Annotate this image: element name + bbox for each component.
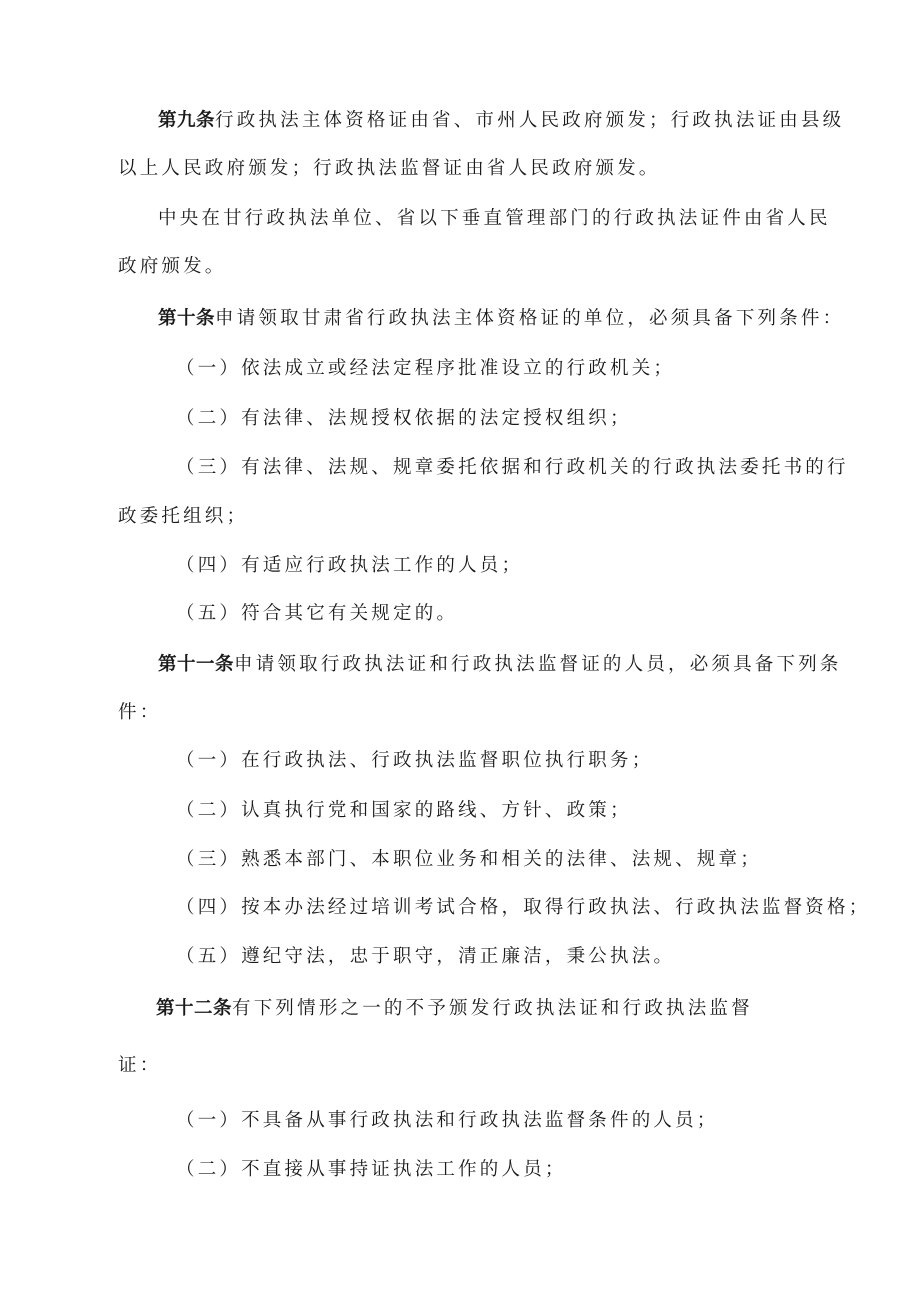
article-11-title: 第十一条 [158, 654, 235, 675]
article-12-intro-text: 有下列情形之一的不予颁发行政执法证和行政执法监督 [232, 998, 753, 1019]
article-9-text: 行政执法主体资格证由省、市州人民政府颁发；行政执法证由县级 [215, 110, 845, 131]
article-12-intro-line-2: 证： [118, 1055, 162, 1076]
article-11-item-3: （三）熟悉本部门、本职位业务和相关的法律、法规、规章； [176, 849, 762, 870]
article-10-title: 第十条 [158, 308, 216, 329]
article-9-para2-line-1: 中央在甘行政执法单位、省以下垂直管理部门的行政执法证件由省人民 [158, 208, 831, 229]
article-10-item-3: （三）有法律、法规、规章委托依据和行政机关的行政执法委托书的行 [176, 457, 849, 478]
article-10-item-4: （四）有适应行政执法工作的人员； [176, 555, 524, 576]
article-10-item-5: （五）符合其它有关规定的。 [176, 603, 459, 624]
article-11-intro-line-1 [158, 656, 842, 675]
article-12-item-2: （二）不直接从事持证执法工作的人员； [176, 1159, 567, 1180]
article-10-item-3-cont: 政委托组织； [118, 506, 249, 527]
article-10-item-2: （二）有法律、法规授权依据的法定授权组织； [176, 408, 632, 429]
article-11-intro-text: 申请领取行政执法证和行政执法监督证的人员，必须具备下列条 [234, 654, 842, 675]
article-9-para2-line-2: 政府颁发。 [118, 256, 227, 277]
article-9-title: 第九条 [158, 110, 216, 131]
article-12-intro-line-1 [156, 1000, 753, 1019]
article-11-item-5: （五）遵纪守法，忠于职守，清正廉洁，秉公执法。 [176, 946, 676, 967]
article-12-item-1: （一）不具备从事行政执法和行政执法监督条件的人员； [176, 1110, 719, 1131]
article-11-item-2: （二）认真执行党和国家的路线、方针、政策； [176, 800, 632, 821]
article-10-intro-text: 申请领取甘肃省行政执法主体资格证的单位，必须具备下列条件： [215, 308, 845, 329]
article-9-line-2: 以上人民政府颁发；行政执法监督证由省人民政府颁发。 [118, 158, 661, 179]
article-11-item-1: （一）在行政执法、行政执法监督职位执行职务； [176, 750, 654, 771]
article-9-line-1 [158, 112, 844, 131]
article-10-intro [158, 310, 844, 329]
article-10-item-1: （一）依法成立或经法定程序批准设立的行政机关； [176, 358, 676, 379]
article-11-item-4: （四）按本办法经过培训考试合格，取得行政执法、行政执法监督资格； [176, 897, 871, 918]
article-12-title: 第十二条 [156, 998, 233, 1019]
article-11-intro-line-2: 件： [118, 702, 162, 723]
